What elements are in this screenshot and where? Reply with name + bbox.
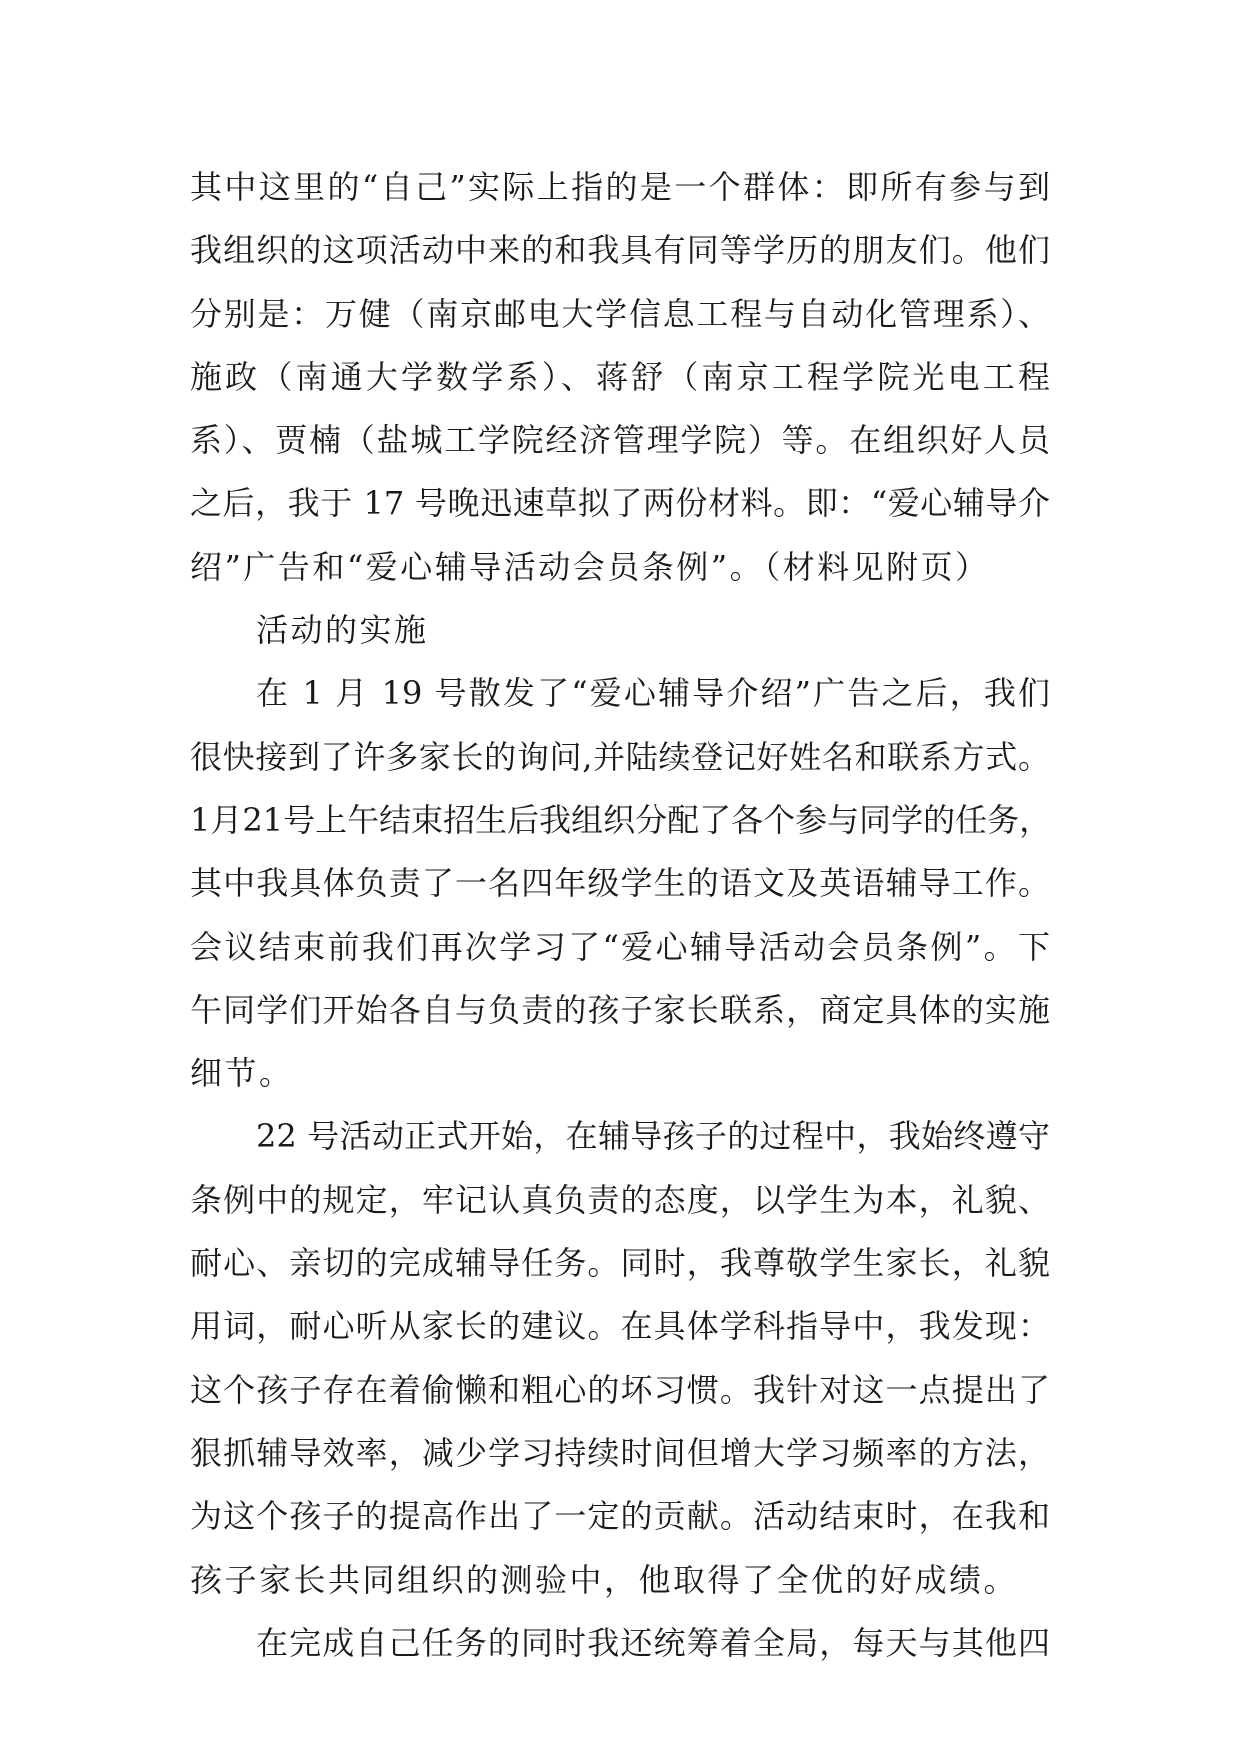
text-line: 很快接到了许多家长的询问,并陆续登记好姓名和联系方式。 (190, 737, 1050, 776)
section-heading: 活动的实施 (256, 611, 429, 650)
text-line: 会议结束前我们再次学习了“爱心辅导活动会员条例”。下 (190, 927, 1050, 966)
text-line: 细节。 (190, 1054, 294, 1093)
text-line: 午同学们开始各自与负责的孩子家长联系，商定具体的实施 (190, 990, 1050, 1029)
text-line: 用词，耐心听从家长的建议。在具体学科指导中，我发现： (190, 1307, 1050, 1346)
text-line: 为这个孩子的提高作出了一定的贡献。活动结束时，在我和 (190, 1497, 1050, 1536)
text-line: 条例中的规定，牢记认真负责的态度，以学生为本，礼貌、 (190, 1180, 1050, 1219)
text-line: 施政（南通大学数学系）、蒋舒（南京工程学院光电工程 (190, 357, 1050, 396)
text-line: 其中这里的“自己”实际上指的是一个群体：即所有参与到 (190, 168, 1050, 206)
text-line: 绍”广告和“爱心辅导活动会员条例”。（材料见附页） (190, 547, 990, 586)
text-line: 狠抓辅导效率，减少学习持续时间但增大学习频率的方法， (190, 1433, 1050, 1472)
text-line: 系）、贾楠（盐城工学院经济管理学院）等。在组织好人员 (190, 421, 1050, 460)
text-line: 之后，我于 17 号晚迅速草拟了两份材料。即：“爱心辅导介 (190, 484, 1050, 523)
text-line: 孩子家长共同组织的测验中，他取得了全优的好成绩。 (190, 1560, 1019, 1599)
body-text (190, 156, 1050, 1675)
text-line: 分别是：万健（南京邮电大学信息工程与自动化管理系）、 (190, 294, 1050, 333)
text-line: 其中我具体负责了一名四年级学生的语文及英语辅导工作。 (190, 864, 1050, 903)
text-line: 耐心、亲切的完成辅导任务。同时，我尊敬学生家长，礼貌 (190, 1244, 1050, 1283)
text-line: 在 1 月 19 号散发了“爱心辅导介绍”广告之后，我们 (256, 674, 1050, 713)
text-line: 我组织的这项活动中来的和我具有同等学历的朋友们。他们 (190, 231, 1050, 270)
text-line: 1月21号上午结束招生后我组织分配了各个参与同学的任务， (190, 800, 1052, 839)
text-line: 这个孩子存在着偷懒和粗心的坏习惯。我针对这一点提出了 (190, 1370, 1050, 1409)
text-line: 22 号活动正式开始，在辅导孩子的过程中，我始终遵守 (256, 1117, 1050, 1156)
text-line: 在完成自己任务的同时我还统筹着全局，每天与其他四 (256, 1623, 1050, 1662)
